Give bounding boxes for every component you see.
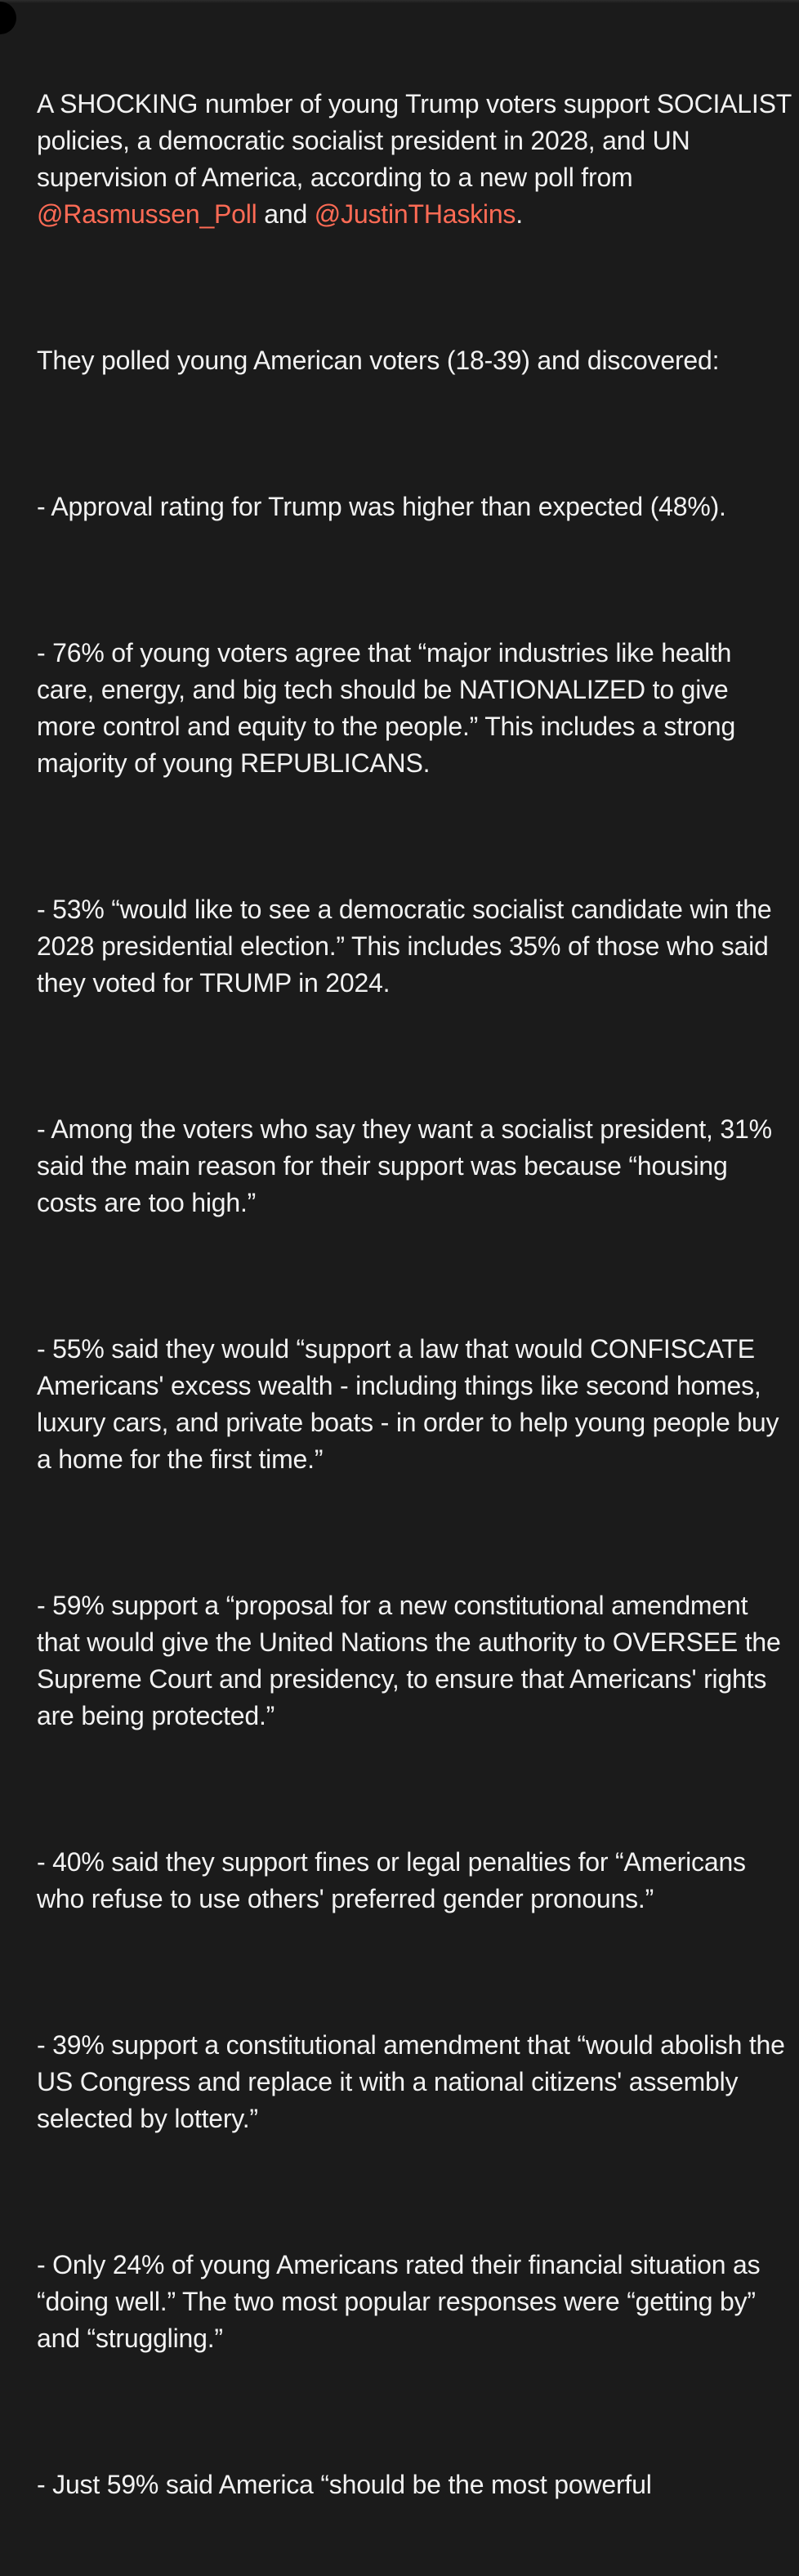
intro-text-before: A SHOCKING number of young Trump voters support SOCIALIST policies, a democratic socialist president in 2028, and UN supervision of America, according to a new poll from <box>37 89 799 192</box>
intro-paragraph <box>37 86 799 233</box>
intro-text-after: . <box>516 199 523 229</box>
post-paragraph: - 39% support a constitutional amendment that “would abolish the US Congress and replace it with a national citizens' assembly selected by lottery.” <box>37 2030 792 2133</box>
avatar[interactable] <box>0 2 16 34</box>
post-paragraph: - Only 24% of young Americans rated their financial situation as “doing well.” The two most popular responses were “getting by” and “struggling.” <box>37 2250 768 2353</box>
post-paragraph: - 55% said they would “support a law that would CONFISCATE Americans' excess wealth - including things like second homes, luxury cars, and private boats - in order to help young people buy a home for the first time.” <box>37 1334 786 1474</box>
post-paragraph: - 59% support a “proposal for a new constitutional amendment that would give the United Nations the authority to OVERSEE the Supreme Court and presidency, to ensure that Americans' rights are being protected.” <box>37 1591 788 1730</box>
post-body <box>37 12 799 2576</box>
post-paragraph: - Approval rating for Trump was higher than expected (48%). <box>37 492 726 521</box>
post-paragraph: They polled young American voters (18-39) and discovered: <box>37 346 720 375</box>
post-paragraph: - Just 59% said America “should be the most powerful <box>37 2470 652 2499</box>
post-paragraph: - 40% said they support fines or legal penalties for “Americans who refuse to use others' preferred gender pronouns.” <box>37 1847 753 1913</box>
top-edge-shadow <box>0 0 799 3</box>
post-paragraph: - Among the voters who say they want a socialist president, 31% said the main reason for their support was because “housing costs are too high.” <box>37 1114 779 1217</box>
intro-text-middle: and <box>257 199 315 229</box>
post-paragraph: - 53% “would like to see a democratic socialist candidate win the 2028 presidential election.” This includes 35% of those who said they voted for TRUMP in 2024. <box>37 895 779 998</box>
mention-justinthaskins-link[interactable]: @JustinTHaskins <box>314 199 516 229</box>
mention-rasmussen-poll-link[interactable]: @Rasmussen_Poll <box>37 199 257 229</box>
post-paragraph: - 76% of young voters agree that “major industries like health care, energy, and big tech should be NATIONALIZED to give more control and equity to the people.” This includes a strong majority of young REPUBLICANS. <box>37 638 743 778</box>
